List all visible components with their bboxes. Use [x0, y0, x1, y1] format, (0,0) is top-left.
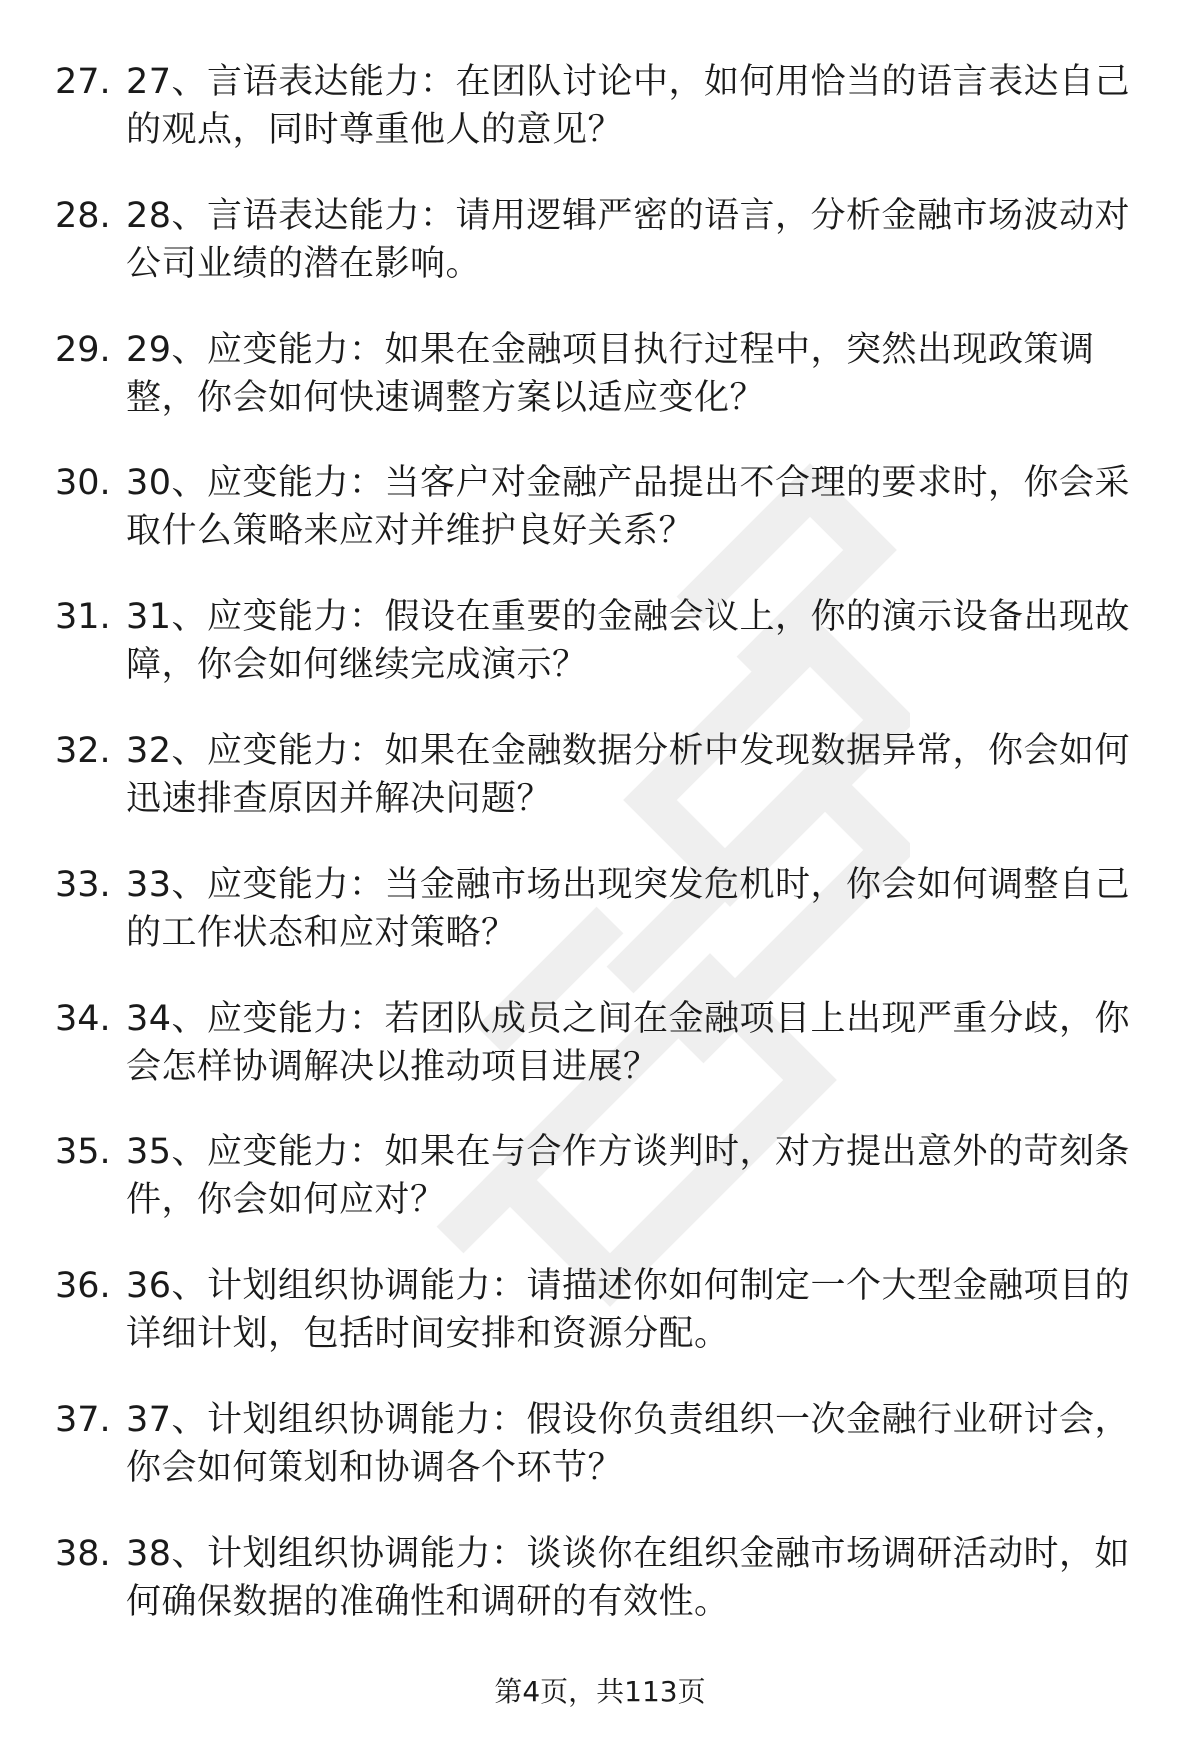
list-item: [0, 58, 1200, 192]
list-item-text: 28、言语表达能力：请用逻辑严密的语言，分析金融市场波动对公司业绩的潜在影响。: [126, 195, 1131, 284]
list-item-text: 38、计划组织协调能力：谈谈你在组织金融市场调研活动时，如何确保数据的准确性和调研的有效性。: [126, 1533, 1131, 1622]
list-item-text: 30、应变能力：当客户对金融产品提出不合理的要求时，你会采取什么策略来应对并维护良好关系？: [126, 463, 1131, 552]
list-item-text: 31、应变能力：假设在重要的金融会议上，你的演示设备出现故障，你会如何继续完成演示？: [126, 597, 1131, 686]
list-item-text: 34、应变能力：若团队成员之间在金融项目上出现严重分歧，你会怎样协调解决以推动项目进展？: [126, 998, 1131, 1087]
list-item-number: 36.: [55, 1266, 111, 1307]
list-item: [0, 1262, 1200, 1396]
list-item-text: 32、应变能力：如果在金融数据分析中发现数据异常，你会如何迅速排查原因并解决问题？: [126, 730, 1131, 819]
list-item-number: 28.: [55, 195, 111, 236]
list-item-number: 30.: [55, 463, 111, 504]
list-item-number: 33.: [55, 864, 111, 905]
list-item-number: 29.: [55, 329, 111, 370]
list-item: [0, 995, 1200, 1129]
list-item: [0, 459, 1200, 593]
list-item-number: 31.: [55, 597, 111, 638]
list-item-number: 37.: [55, 1399, 111, 1440]
list-item-text: 27、言语表达能力：在团队讨论中，如何用恰当的语言表达自己的观点，同时尊重他人的意见？: [126, 62, 1131, 150]
list-item-text: 36、计划组织协调能力：请描述你如何制定一个大型金融项目的详细计划，包括时间安排和资源分配。: [126, 1266, 1131, 1355]
list-item-number: 34.: [55, 998, 111, 1039]
list-item: [0, 1396, 1200, 1530]
list-item-number: 35.: [55, 1132, 111, 1173]
list-item-text: 35、应变能力：如果在与合作方谈判时，对方提出意外的苛刻条件，你会如何应对？: [126, 1132, 1131, 1221]
list-item: [0, 1128, 1200, 1262]
list-item: [0, 861, 1200, 995]
list-item-text: 29、应变能力：如果在金融项目执行过程中，突然出现政策调整，你会如何快速调整方案以适应变化？: [126, 329, 1095, 418]
list-item: [0, 727, 1200, 861]
list-item: [0, 192, 1200, 326]
list-item-text: 33、应变能力：当金融市场出现突发危机时，你会如何调整自己的工作状态和应对策略？: [126, 864, 1131, 953]
list-item: [0, 593, 1200, 727]
list-item-number: 32.: [55, 730, 111, 771]
list-item: [0, 1530, 1200, 1664]
list-item: [0, 326, 1200, 460]
list-item-number: 27.: [55, 62, 111, 102]
page-number-footer: 第4页，共113页: [494, 1675, 706, 1708]
list-item-text: 37、计划组织协调能力：假设你负责组织一次金融行业研讨会，你会如何策划和协调各个环节？: [126, 1399, 1131, 1488]
question-list: [0, 58, 1200, 1664]
list-item-number: 38.: [55, 1533, 111, 1574]
